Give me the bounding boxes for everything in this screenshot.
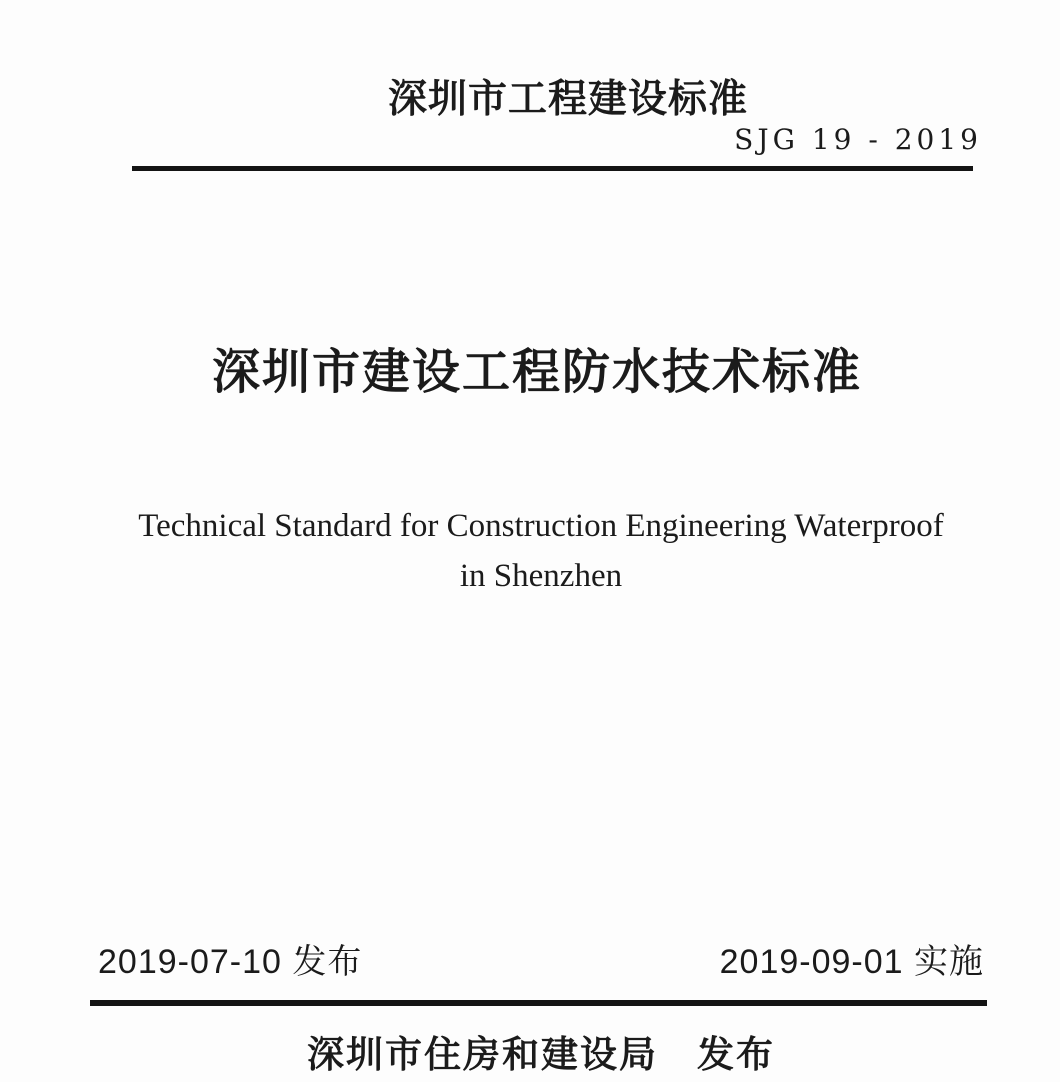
footer-rule — [90, 1000, 987, 1006]
standard-series-label: 深圳市工程建设标准 — [387, 78, 748, 121]
dates-row — [98, 934, 984, 983]
header-rule — [132, 166, 973, 171]
english-title-line2: in Shenzhen — [459, 558, 623, 594]
english-title-line1: Technical Standard for Construction Engineering Waterproof — [138, 508, 944, 544]
publisher-line: 深圳市住房和建设局 发布 — [307, 1034, 775, 1075]
issue-date: 2019-07-10 发布 — [98, 943, 363, 981]
standard-number: SJG 19 - 2019 — [734, 123, 982, 156]
effective-date: 2019-09-01 实施 — [719, 943, 984, 981]
document-title-english — [0, 501, 1060, 601]
document-title-chinese: 深圳市建设工程防水技术标准 — [211, 346, 862, 399]
